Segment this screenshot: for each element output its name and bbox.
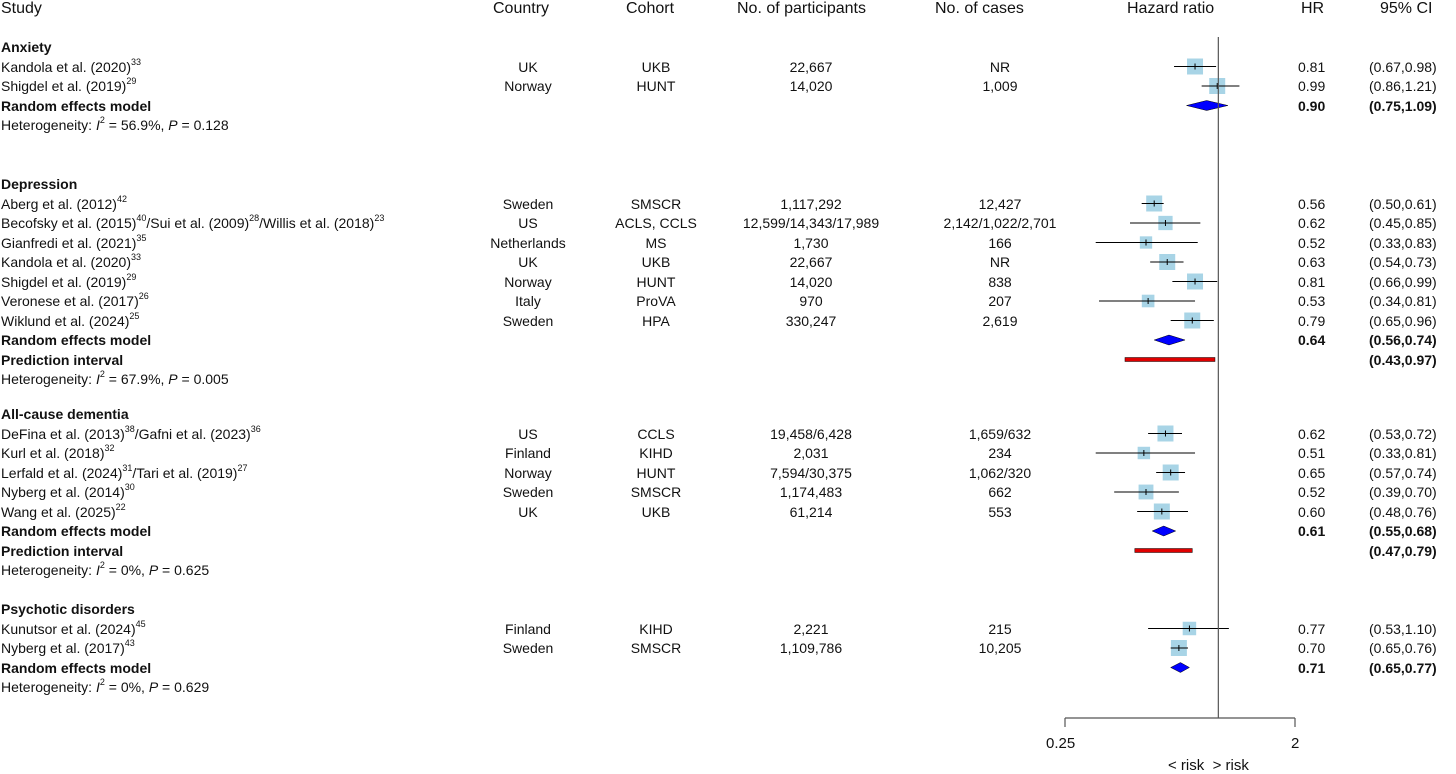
ci-cell: (0.53,1.10)	[1369, 620, 1437, 637]
hr-cell: 0.65	[1298, 464, 1326, 481]
pooled-diamond	[1187, 101, 1228, 111]
cohort-cell: UKB	[641, 503, 671, 520]
ci-cell: (0.67,0.98)	[1369, 58, 1437, 75]
reference-superscript: 31	[122, 462, 133, 473]
cases-cell: 10,205	[978, 640, 1022, 656]
hr-cell: 0.52	[1298, 234, 1326, 251]
reference-superscript: 32	[104, 443, 115, 453]
hr-cell: 0.79	[1298, 312, 1326, 329]
study-name: Becofsky et al. $(2015)^{40}$/Sui et al. $(2009)^{28}$/Willis et al. $(2018)^{23}$	[1, 213, 385, 231]
reference-superscript: 23	[374, 213, 385, 223]
cohort-cell: ProVA	[636, 293, 676, 309]
hr-cell: 0.62	[1298, 425, 1326, 442]
study-name: Wiklund et al. $(2024)^{25}$	[1, 310, 140, 329]
pooled-ci: (0.55,0.68)	[1369, 523, 1437, 539]
pooled-ci: (0.56,0.74)	[1369, 332, 1437, 348]
participants-cell: 1,174,483	[779, 484, 843, 500]
prediction-interval-ci: (0.43,0.97)	[1369, 351, 1437, 368]
ci-cell: (0.33,0.81)	[1369, 445, 1437, 461]
ci-cell: (0.39,0.70)	[1369, 484, 1437, 500]
participants-cell: 1,730	[793, 234, 829, 251]
country-cell: Sweden	[502, 640, 554, 656]
axis-xlabel: < risk > risk	[1168, 757, 1249, 774]
study-name: Wang et al. $(2025)^{22}$	[1, 501, 126, 520]
cases-cell: 12,427	[978, 195, 1022, 212]
ci-cell: (0.65,0.96)	[1369, 312, 1437, 329]
group-title: Anxiety	[1, 39, 52, 55]
study-name: Gianfredi et al. $(2021)^{35}$	[1, 232, 147, 251]
country-cell: Norway	[504, 273, 552, 290]
ci-cell: (0.33,0.83)	[1369, 234, 1437, 251]
heterogeneity-text: Heterogeneity: $I^2 = 67.9\%$, P = 0.005	[1, 369, 229, 387]
reference-superscript: 33	[130, 252, 141, 262]
reference-superscript: 30	[124, 482, 135, 492]
reference-superscript: 26	[138, 291, 149, 301]
group-title: All-cause dementia	[1, 406, 129, 422]
cohort-cell: SMSCR	[630, 640, 682, 656]
participants-cell: 1,109,786	[779, 640, 843, 656]
cohort-cell: UKB	[641, 58, 671, 75]
study-name: Shigdel et al. $(2019)^{29}$	[1, 76, 137, 94]
pooled-hr: 0.71	[1298, 659, 1326, 676]
header-country: Country	[493, 0, 550, 17]
header-ci: 95% CI	[1380, 0, 1433, 17]
reference-superscript: 29	[126, 76, 137, 86]
cases-cell: 662	[988, 484, 1012, 500]
country-cell: Norway	[504, 464, 552, 481]
cases-cell: NR	[989, 58, 1011, 75]
header-cohort: Cohort	[626, 0, 675, 17]
study-name: Kandola et al. $(2020)^{33}$	[1, 56, 141, 75]
country-cell: UK	[518, 503, 538, 520]
country-cell: US	[518, 425, 538, 442]
hr-cell: 0.63	[1298, 254, 1326, 270]
cohort-cell: CCLS	[637, 425, 675, 442]
pooled-diamond	[1154, 335, 1185, 345]
hr-cell: 0.81	[1298, 273, 1326, 290]
header-cases: No. of cases	[935, 0, 1024, 17]
header-study: Study	[1, 0, 42, 17]
country-cell: Sweden	[502, 312, 554, 329]
hr-cell: 0.60	[1298, 503, 1326, 520]
cohort-cell: KIHD	[639, 620, 673, 637]
cases-cell: 1,659/632	[968, 425, 1032, 442]
study-name: Kurl et al. $(2018)^{32}$	[1, 443, 115, 461]
axis-tick-max: 2	[1291, 735, 1300, 752]
country-cell: Norway	[504, 78, 552, 94]
cases-cell: 838	[988, 273, 1012, 290]
reference-superscript: 27	[237, 462, 248, 473]
reference-superscript: 22	[115, 501, 126, 512]
pooled-diamond	[1171, 663, 1190, 673]
hr-cell: 0.99	[1298, 78, 1326, 94]
prediction-interval-label: Prediction interval	[1, 542, 124, 559]
reference-superscript: 25	[129, 310, 140, 321]
country-cell: Italy	[515, 293, 541, 309]
ci-cell: (0.48,0.76)	[1369, 503, 1437, 520]
country-cell: UK	[518, 254, 538, 270]
prediction-interval-bar	[1125, 358, 1215, 362]
reference-superscript: 40	[136, 213, 147, 223]
hr-cell: 0.70	[1298, 640, 1326, 656]
random-effects-label: Random effects model	[1, 332, 152, 348]
hr-cell: 0.77	[1298, 620, 1326, 637]
participants-cell: 12,599/14,343/17,989	[742, 215, 880, 231]
participants-cell: 22,667	[789, 254, 833, 270]
ci-cell: (0.50,0.61)	[1369, 195, 1437, 212]
ci-cell: (0.54,0.73)	[1369, 254, 1437, 270]
country-cell: Netherlands	[490, 234, 566, 251]
study-name: Aberg et al. $(2012)^{42}$	[1, 193, 127, 212]
reference-superscript: 43	[124, 638, 135, 648]
prediction-interval-ci: (0.47,0.79)	[1369, 542, 1437, 559]
prediction-interval-bar	[1135, 549, 1192, 553]
pooled-hr: 0.90	[1298, 97, 1326, 114]
header-hr: HR	[1301, 0, 1325, 17]
country-cell: Finland	[505, 445, 551, 461]
reference-superscript: 45	[135, 618, 146, 629]
cases-cell: 166	[988, 234, 1012, 251]
random-effects-label: Random effects model	[1, 97, 152, 114]
country-cell: Finland	[505, 620, 551, 637]
random-effects-label: Random effects model	[1, 659, 152, 676]
group-title: Psychotic disorders	[1, 601, 135, 617]
heterogeneity-text: Heterogeneity: $I^2 = 0\%$, P = 0.629	[1, 677, 210, 695]
participants-cell: 1,117,292	[780, 195, 842, 212]
cohort-cell: SMSCR	[630, 484, 682, 500]
reference-superscript: 38	[124, 423, 135, 434]
country-cell: US	[518, 215, 538, 231]
reference-superscript: 33	[130, 56, 141, 67]
study-name: Kandola et al. $(2020)^{33}$	[1, 252, 141, 270]
cases-cell: 1,009	[982, 78, 1018, 94]
cohort-cell: HUNT	[636, 464, 676, 481]
cohort-cell: HUNT	[636, 273, 676, 290]
prediction-interval-label: Prediction interval	[1, 351, 124, 368]
ci-cell: (0.65,0.76)	[1369, 640, 1437, 656]
participants-cell: 14,020	[789, 78, 833, 94]
pooled-hr: 0.61	[1298, 523, 1326, 539]
reference-superscript: 42	[116, 193, 127, 204]
cases-cell: 215	[988, 620, 1012, 637]
pooled-ci: (0.65,0.77)	[1369, 659, 1437, 676]
ci-cell: (0.45,0.85)	[1369, 215, 1437, 231]
cases-cell: 2,619	[982, 312, 1018, 329]
ci-cell: (0.66,0.99)	[1369, 273, 1437, 290]
pooled-ci: (0.75,1.09)	[1369, 97, 1437, 114]
study-name: Nyberg et al. $(2014)^{30}$	[1, 482, 135, 500]
cohort-cell: HUNT	[636, 78, 676, 94]
hr-cell: 0.53	[1298, 293, 1326, 309]
hr-cell: 0.62	[1298, 215, 1326, 231]
cohort-cell: KIHD	[639, 445, 673, 461]
pooled-hr: 0.64	[1298, 332, 1326, 348]
ci-cell: (0.86,1.21)	[1369, 78, 1437, 94]
participants-cell: 2,221	[793, 620, 829, 637]
reference-superscript: 29	[126, 271, 137, 282]
reference-superscript: 36	[250, 423, 261, 434]
cohort-cell: MS	[645, 234, 667, 251]
cases-cell: 234	[988, 445, 1012, 461]
group-title: Depression	[1, 176, 78, 192]
header-hazard-ratio: Hazard ratio	[1127, 0, 1215, 17]
random-effects-label: Random effects model	[1, 523, 152, 539]
hr-cell: 0.56	[1298, 195, 1326, 212]
participants-cell: 970	[799, 293, 823, 309]
heterogeneity-text: Heterogeneity: $I^2 = 56.9\%$, P = 0.128	[1, 115, 229, 133]
cohort-cell: UKB	[641, 254, 671, 270]
study-name: Nyberg et al. $(2017)^{43}$	[1, 638, 135, 656]
study-name: Shigdel et al. $(2019)^{29}$	[1, 271, 137, 290]
participants-cell: 61,214	[789, 503, 833, 520]
pooled-diamond	[1152, 526, 1175, 536]
participants-cell: 14,020	[789, 273, 833, 290]
hr-cell: 0.81	[1298, 58, 1326, 75]
cases-cell: 1,062/320	[968, 464, 1032, 481]
participants-cell: 2,031	[793, 445, 829, 461]
reference-superscript: 28	[249, 213, 260, 223]
header-participants: No. of participants	[737, 0, 866, 17]
participants-cell: 7,594/30,375	[770, 464, 852, 481]
reference-superscript: 35	[136, 232, 147, 243]
ci-cell: (0.57,0.74)	[1369, 464, 1437, 481]
heterogeneity-text: Heterogeneity: $I^2 = 0\%$, P = 0.625	[1, 560, 210, 578]
study-name: Lerfald et al. $(2024)^{31}$/Tari et al. $(2019)^{27}$	[1, 462, 248, 481]
hr-cell: 0.51	[1298, 445, 1326, 461]
cases-cell: 207	[988, 293, 1012, 309]
country-cell: Sweden	[502, 484, 554, 500]
cohort-cell: ACLS, CCLS	[615, 215, 697, 231]
ci-cell: (0.34,0.81)	[1369, 293, 1437, 309]
study-name: DeFina et al. $(2013)^{38}$/Gafni et al. $(2023)^{36}$	[1, 423, 261, 442]
ci-cell: (0.53,0.72)	[1369, 425, 1437, 442]
country-cell: UK	[518, 58, 538, 75]
participants-cell: 22,667	[789, 58, 833, 75]
participants-cell: 330,247	[785, 312, 837, 329]
participants-cell: 19,458/6,428	[770, 425, 852, 442]
study-name: Kunutsor et al. $(2024)^{45}$	[1, 618, 146, 637]
axis-tick-min: 0.25	[1046, 735, 1076, 752]
country-cell: Sweden	[502, 195, 554, 212]
cases-cell: NR	[989, 254, 1011, 270]
cohort-cell: SMSCR	[630, 195, 682, 212]
cases-cell: 2,142/1,022/2,701	[943, 215, 1057, 231]
cases-cell: 553	[988, 503, 1012, 520]
cohort-cell: HPA	[642, 312, 670, 329]
hr-cell: 0.52	[1298, 484, 1326, 500]
study-name: Veronese et al. $(2017)^{26}$	[1, 291, 149, 309]
